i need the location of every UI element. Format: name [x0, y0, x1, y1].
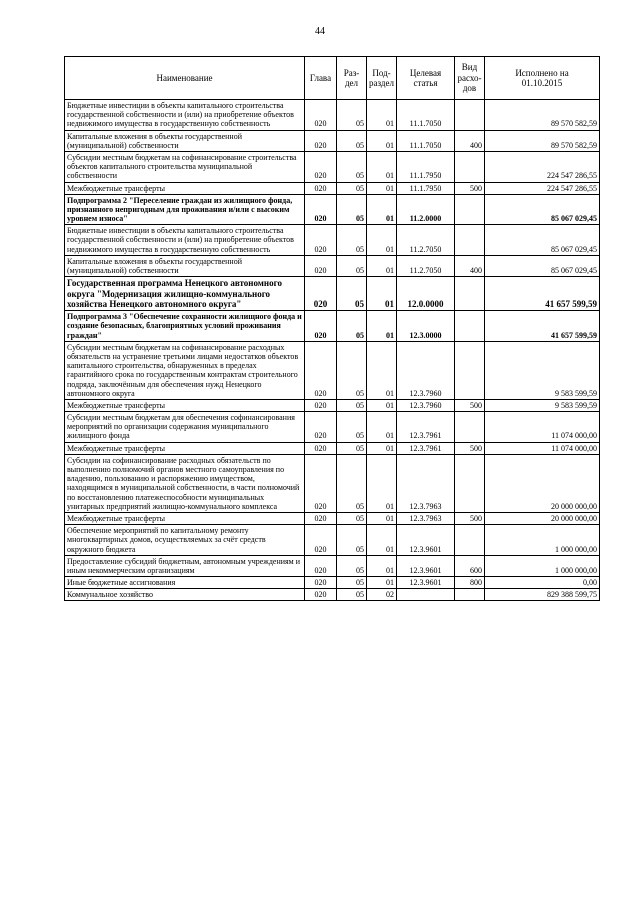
cell-name: Межбюджетные трансферты — [65, 442, 305, 454]
cell-glava: 020 — [305, 130, 337, 151]
cell-celevaya: 12.3.0000 — [397, 311, 455, 342]
cell-celevaya: 11.1.7950 — [397, 151, 455, 182]
cell-sum: 85 067 029,45 — [485, 194, 600, 225]
cell-sum: 11 074 000,00 — [485, 442, 600, 454]
table-row — [65, 442, 600, 454]
cell-glava: 020 — [305, 454, 337, 512]
cell-podrazdel: 01 — [367, 555, 397, 576]
cell-podrazdel: 01 — [367, 194, 397, 225]
cell-glava: 020 — [305, 555, 337, 576]
table-row — [65, 555, 600, 576]
cell-sum: 20 000 000,00 — [485, 512, 600, 524]
cell-vid — [455, 151, 485, 182]
cell-vid — [455, 277, 485, 311]
header-celevaya: Целевая статья — [397, 57, 455, 100]
cell-razdel: 05 — [337, 311, 367, 342]
cell-celevaya: 11.2.7050 — [397, 225, 455, 256]
cell-glava: 020 — [305, 412, 337, 443]
cell-celevaya: 12.3.7960 — [397, 399, 455, 411]
cell-sum: 85 067 029,45 — [485, 255, 600, 276]
cell-vid: 500 — [455, 512, 485, 524]
cell-glava: 020 — [305, 512, 337, 524]
table-row — [65, 130, 600, 151]
cell-razdel: 05 — [337, 512, 367, 524]
cell-razdel: 05 — [337, 399, 367, 411]
cell-vid — [455, 525, 485, 556]
cell-celevaya: 12.3.9601 — [397, 577, 455, 589]
cell-vid: 400 — [455, 255, 485, 276]
table-row — [65, 100, 600, 131]
cell-razdel: 05 — [337, 130, 367, 151]
cell-celevaya: 12.0.0000 — [397, 277, 455, 311]
cell-razdel: 05 — [337, 341, 367, 399]
cell-sum: 20 000 000,00 — [485, 454, 600, 512]
cell-name: Межбюджетные трансферты — [65, 182, 305, 194]
cell-sum: 11 074 000,00 — [485, 412, 600, 443]
cell-celevaya: 11.2.0000 — [397, 194, 455, 225]
cell-razdel: 05 — [337, 151, 367, 182]
table-row — [65, 577, 600, 589]
cell-podrazdel: 01 — [367, 255, 397, 276]
cell-razdel: 05 — [337, 194, 367, 225]
cell-celevaya: 11.1.7050 — [397, 100, 455, 131]
header-vid: Вид расхо- дов — [455, 57, 485, 100]
cell-sum: 41 657 599,59 — [485, 277, 600, 311]
cell-vid: 400 — [455, 130, 485, 151]
cell-sum: 9 583 599,59 — [485, 399, 600, 411]
cell-podrazdel: 01 — [367, 151, 397, 182]
cell-podrazdel: 01 — [367, 577, 397, 589]
cell-sum: 224 547 286,55 — [485, 182, 600, 194]
cell-sum: 9 583 599,59 — [485, 341, 600, 399]
table-row — [65, 454, 600, 512]
table-row — [65, 589, 600, 601]
cell-vid — [455, 225, 485, 256]
cell-razdel: 05 — [337, 577, 367, 589]
cell-glava: 020 — [305, 194, 337, 225]
cell-vid — [455, 589, 485, 601]
cell-name: Государственная программа Ненецкого автономного округа "Модернизация жилищно-коммунального хозяйства Ненецкого автономного округа" — [65, 277, 305, 311]
cell-podrazdel: 01 — [367, 225, 397, 256]
cell-vid — [455, 341, 485, 399]
cell-glava: 020 — [305, 277, 337, 311]
cell-podrazdel: 02 — [367, 589, 397, 601]
table-row — [65, 512, 600, 524]
cell-glava: 020 — [305, 399, 337, 411]
cell-vid: 500 — [455, 182, 485, 194]
header-razdel: Раз- дел — [337, 57, 367, 100]
cell-razdel: 05 — [337, 555, 367, 576]
cell-glava: 020 — [305, 341, 337, 399]
cell-celevaya: 11.1.7950 — [397, 182, 455, 194]
cell-name: Субсидии местным бюджетам на софинансирование строительства объектов капитального строительства муниципальной собственности — [65, 151, 305, 182]
cell-name: Капитальные вложения в объекты государственной (муниципальной) собственности — [65, 255, 305, 276]
cell-sum: 829 388 599,75 — [485, 589, 600, 601]
cell-podrazdel: 01 — [367, 341, 397, 399]
header-glava: Глава — [305, 57, 337, 100]
cell-celevaya: 12.3.7963 — [397, 512, 455, 524]
cell-name: Межбюджетные трансферты — [65, 399, 305, 411]
cell-celevaya: 12.3.7961 — [397, 412, 455, 443]
cell-name: Коммунальное хозяйство — [65, 589, 305, 601]
table-row — [65, 399, 600, 411]
cell-sum: 1 000 000,00 — [485, 525, 600, 556]
table-row — [65, 151, 600, 182]
cell-glava: 020 — [305, 100, 337, 131]
cell-glava: 020 — [305, 182, 337, 194]
budget-table — [64, 56, 600, 601]
cell-vid: 800 — [455, 577, 485, 589]
table-row — [65, 255, 600, 276]
table-row — [65, 341, 600, 399]
cell-name: Обеспечение мероприятий по капитальному ремонту многоквартирных домов, осуществляемых за счёт средств окружного бюджета — [65, 525, 305, 556]
cell-podrazdel: 01 — [367, 512, 397, 524]
cell-celevaya — [397, 589, 455, 601]
cell-sum: 1 000 000,00 — [485, 555, 600, 576]
cell-name: Межбюджетные трансферты — [65, 512, 305, 524]
cell-podrazdel: 01 — [367, 454, 397, 512]
cell-vid: 600 — [455, 555, 485, 576]
table-row — [65, 525, 600, 556]
cell-razdel: 05 — [337, 182, 367, 194]
cell-podrazdel: 01 — [367, 399, 397, 411]
cell-podrazdel: 01 — [367, 100, 397, 131]
cell-name: Предоставление субсидий бюджетным, автономным учреждениям и иным некоммерческим организациям — [65, 555, 305, 576]
cell-vid: 500 — [455, 399, 485, 411]
cell-glava: 020 — [305, 151, 337, 182]
cell-celevaya: 12.3.7960 — [397, 341, 455, 399]
cell-sum: 89 570 582,59 — [485, 130, 600, 151]
table-row — [65, 277, 600, 311]
cell-name: Подпрограмма 2 "Переселение граждан из жилищного фонда, признанного непригодным для проживания и/или с высоким уровнем износа" — [65, 194, 305, 225]
cell-glava: 020 — [305, 525, 337, 556]
cell-vid — [455, 412, 485, 443]
cell-sum: 89 570 582,59 — [485, 100, 600, 131]
header-name: Наименование — [65, 57, 305, 100]
cell-razdel: 05 — [337, 277, 367, 311]
cell-sum: 224 547 286,55 — [485, 151, 600, 182]
cell-razdel: 05 — [337, 412, 367, 443]
cell-sum: 41 657 599,59 — [485, 311, 600, 342]
cell-razdel: 05 — [337, 454, 367, 512]
header-ispolneno: Исполнено на 01.10.2015 — [485, 57, 600, 100]
cell-podrazdel: 01 — [367, 412, 397, 443]
cell-vid: 500 — [455, 442, 485, 454]
cell-razdel: 05 — [337, 589, 367, 601]
table-row — [65, 182, 600, 194]
page-number: 44 — [315, 26, 325, 37]
cell-celevaya: 11.2.7050 — [397, 255, 455, 276]
cell-glava: 020 — [305, 589, 337, 601]
cell-sum: 0,00 — [485, 577, 600, 589]
table-header-row — [65, 57, 600, 100]
cell-razdel: 05 — [337, 100, 367, 131]
cell-name: Субсидии местным бюджетам на софинансирование расходных обязательств на устранение третьими лицами недостатков объектов капитального строительства, обнаруженных в пределах гарантийного срока по государственным контрактам строительного подряда, заключённым для обеспечения нужд Ненецкого автономного округа — [65, 341, 305, 399]
cell-razdel: 05 — [337, 525, 367, 556]
cell-vid — [455, 194, 485, 225]
cell-glava: 020 — [305, 225, 337, 256]
cell-vid — [455, 311, 485, 342]
cell-celevaya: 12.3.7961 — [397, 442, 455, 454]
cell-sum: 85 067 029,45 — [485, 225, 600, 256]
cell-name: Субсидии на софинансирование расходных обязательств по выполнению полномочий органов местного самоуправления по владению, пользованию и распоряжению имуществом, находящимся в муниципальной собственности, в части полномочий по восстановлению платежеспособности муниципальных унитарных предприятий жилищно-коммунального комплекса — [65, 454, 305, 512]
cell-glava: 020 — [305, 311, 337, 342]
cell-name: Бюджетные инвестиции в объекты капитального строительства государственной собственности и (или) на приобретение объектов недвижимого имущества в государственную собственность — [65, 100, 305, 131]
header-podrazdel: Под- раздел — [367, 57, 397, 100]
cell-name: Иные бюджетные ассигнования — [65, 577, 305, 589]
cell-name: Капитальные вложения в объекты государственной (муниципальной) собственности — [65, 130, 305, 151]
cell-name: Бюджетные инвестиции в объекты капитального строительства государственной собственности и (или) на приобретение объектов недвижимого имущества в государственную собственность — [65, 225, 305, 256]
table-row — [65, 194, 600, 225]
cell-razdel: 05 — [337, 442, 367, 454]
cell-podrazdel: 01 — [367, 130, 397, 151]
cell-razdel: 05 — [337, 225, 367, 256]
cell-celevaya: 12.3.7963 — [397, 454, 455, 512]
cell-podrazdel: 01 — [367, 182, 397, 194]
table-row — [65, 412, 600, 443]
cell-vid — [455, 454, 485, 512]
cell-vid — [455, 100, 485, 131]
cell-name: Субсидии местным бюджетам для обеспечения софинансирования мероприятий по организации содержания муниципального жилищного фонда — [65, 412, 305, 443]
cell-name: Подпрограмма 3 "Обеспечение сохранности жилищного фонда и создание безопасных, благоприятных условий проживания граждан" — [65, 311, 305, 342]
cell-glava: 020 — [305, 255, 337, 276]
cell-podrazdel: 01 — [367, 525, 397, 556]
cell-podrazdel: 01 — [367, 277, 397, 311]
table-row — [65, 225, 600, 256]
cell-celevaya: 12.3.9601 — [397, 555, 455, 576]
cell-celevaya: 11.1.7050 — [397, 130, 455, 151]
cell-glava: 020 — [305, 577, 337, 589]
table-row — [65, 311, 600, 342]
cell-razdel: 05 — [337, 255, 367, 276]
cell-glava: 020 — [305, 442, 337, 454]
cell-podrazdel: 01 — [367, 442, 397, 454]
cell-podrazdel: 01 — [367, 311, 397, 342]
cell-celevaya: 12.3.9601 — [397, 525, 455, 556]
